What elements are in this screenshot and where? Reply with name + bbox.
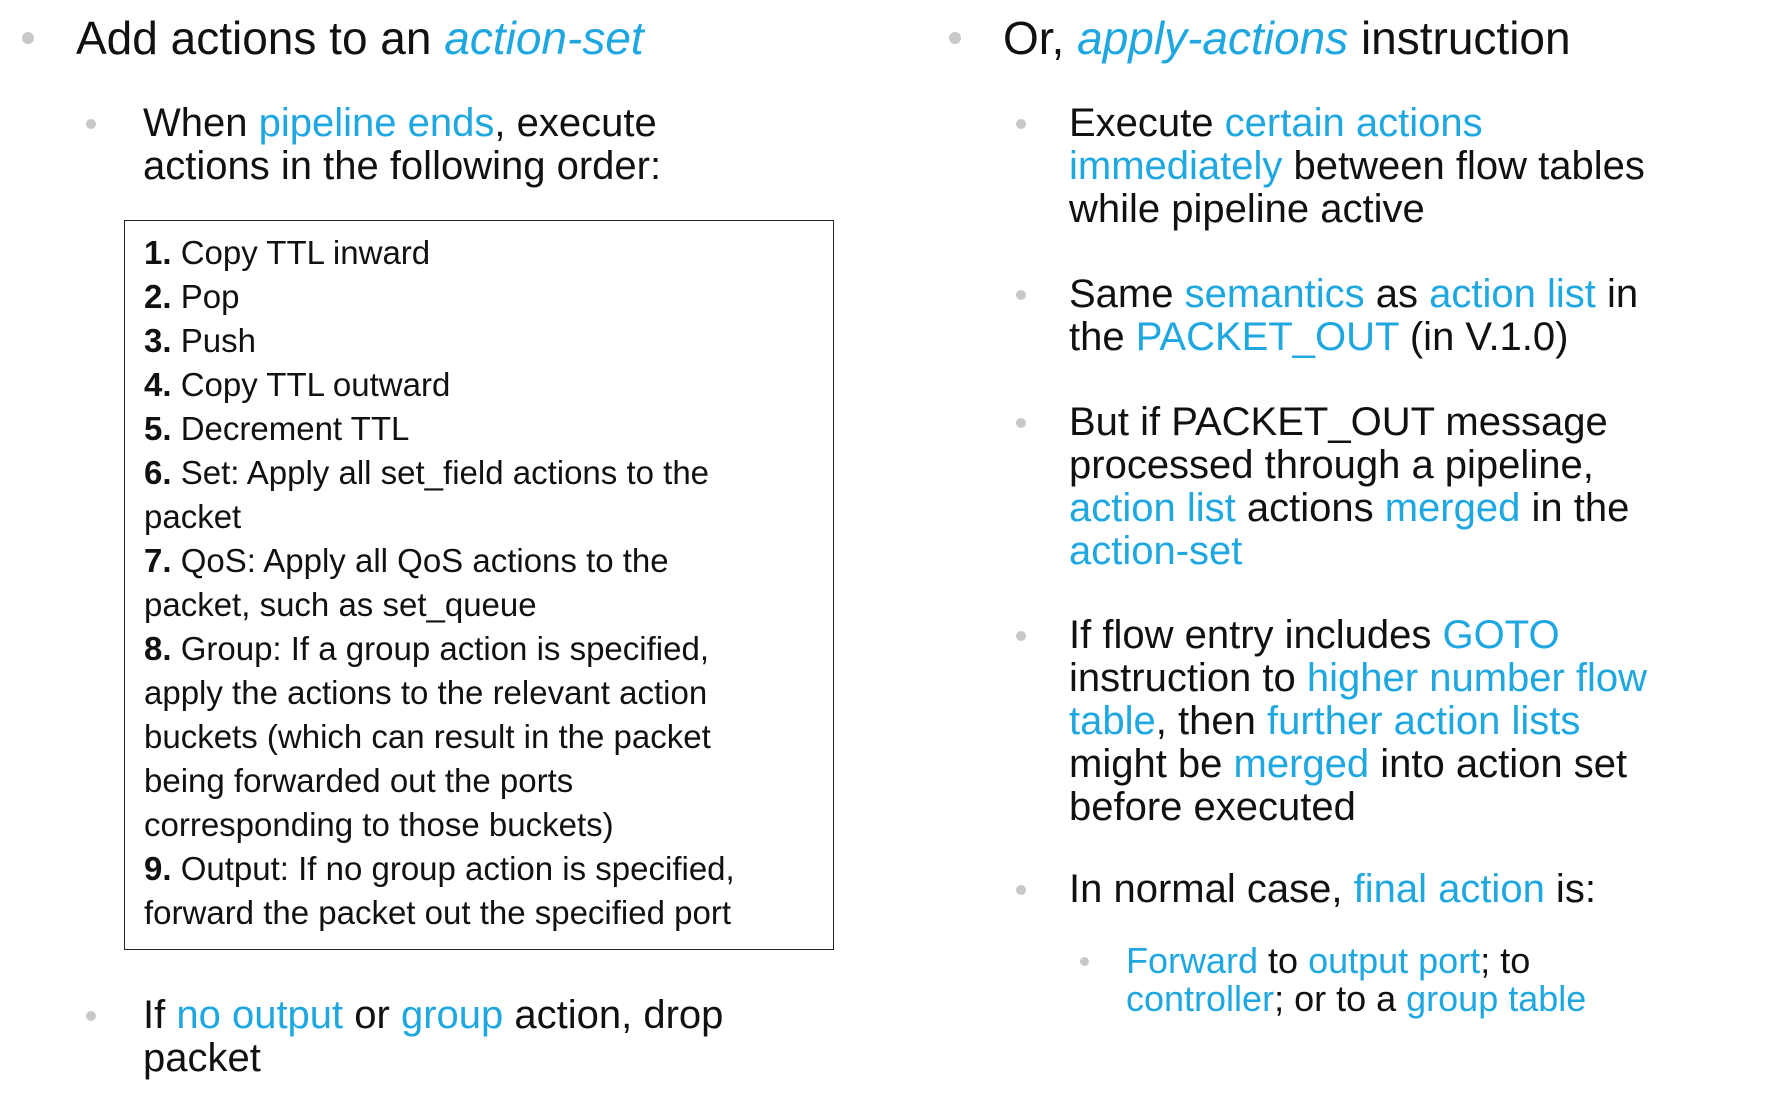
step-1: 1. Copy TTL inward — [144, 234, 431, 271]
forward-sub-bullet: Forward to output port; to controller; or to a group table — [1126, 940, 1587, 1019]
accent-term: action-set — [1069, 529, 1243, 573]
accent-term: action-set — [444, 12, 644, 64]
left-heading: Add actions to an action-set — [76, 12, 644, 64]
accent-term: action list — [1429, 272, 1596, 316]
action-order-list — [144, 231, 735, 935]
accent-term: Forward — [1126, 940, 1259, 981]
final-action-bullet: In normal case, final action is: — [1069, 867, 1596, 911]
packet-out-bullet: But if PACKET_OUT message processed through a pipeline, action list actions merged in the action-set — [1069, 400, 1630, 573]
accent-term: merged — [1384, 486, 1521, 530]
step-6: 6. Set: Apply all set_field actions to the — [144, 454, 710, 491]
semantics-bullet: Same semantics as action list in the PACKET_OUT (in V.1.0) — [1069, 272, 1639, 359]
accent-term: certain actions — [1224, 101, 1483, 145]
accent-term: group — [400, 993, 504, 1037]
bullet-icon — [1016, 290, 1026, 300]
accent-term: further action lists — [1266, 699, 1581, 743]
accent-term: immediately — [1069, 144, 1283, 188]
step-5: 5. Decrement TTL — [144, 410, 410, 447]
step-3: 3. Push — [144, 322, 256, 359]
bullet-icon — [1016, 418, 1026, 428]
execute-bullet: Execute certain actions immediately between flow tables while pipeline active — [1069, 101, 1645, 231]
accent-term: pipeline ends — [258, 101, 495, 145]
accent-term: semantics — [1184, 272, 1365, 316]
bullet-icon — [1016, 119, 1026, 129]
accent-term: table — [1069, 699, 1156, 743]
step-7: 7. QoS: Apply all QoS actions to the — [144, 542, 669, 579]
step-7-cont: packet, such as set_queue — [144, 586, 537, 623]
step-4: 4. Copy TTL outward — [144, 366, 451, 403]
accent-term: controller — [1126, 978, 1275, 1019]
drop-packet-bullet: If no output or group action, drop packet — [143, 993, 724, 1080]
step-8-cont: apply the actions to the relevant action — [144, 674, 708, 711]
bullet-icon — [22, 32, 34, 44]
accent-term: merged — [1233, 742, 1370, 786]
step-8-cont: being forwarded out the ports — [144, 762, 574, 799]
accent-term: PACKET_OUT — [1135, 315, 1399, 359]
accent-term: final action — [1353, 867, 1545, 911]
action-order-box — [124, 220, 834, 950]
accent-term: action list — [1069, 486, 1236, 530]
step-2: 2. Pop — [144, 278, 240, 315]
accent-term: GOTO — [1442, 613, 1560, 657]
bullet-icon — [1016, 885, 1026, 895]
goto-bullet: If flow entry includes GOTO instruction to higher number flow table, then further action lists might be merged into action set before executed — [1069, 613, 1648, 829]
step-8-cont: corresponding to those buckets) — [144, 806, 614, 843]
step-8-cont: buckets (which can result in the packet — [144, 718, 711, 755]
step-9-cont: forward the packet out the specified port — [144, 894, 732, 931]
step-9: 9. Output: If no group action is specified, — [144, 850, 735, 887]
pipeline-ends-bullet: When pipeline ends, execute actions in the following order: — [143, 101, 662, 188]
accent-term: apply-actions — [1077, 12, 1349, 64]
bullet-icon — [1016, 631, 1026, 641]
step-8: 8. Group: If a group action is specified, — [144, 630, 709, 667]
accent-term: group table — [1406, 978, 1587, 1019]
step-6-cont: packet — [144, 498, 242, 535]
accent-term: no output — [176, 993, 344, 1037]
bullet-icon — [86, 1011, 96, 1021]
bullet-icon — [949, 32, 961, 44]
accent-term: output port — [1308, 940, 1481, 981]
bullet-icon — [86, 119, 96, 129]
right-heading: Or, apply-actions instruction — [1003, 12, 1571, 64]
bullet-icon — [1080, 957, 1089, 966]
accent-term: higher number flow — [1306, 656, 1648, 700]
